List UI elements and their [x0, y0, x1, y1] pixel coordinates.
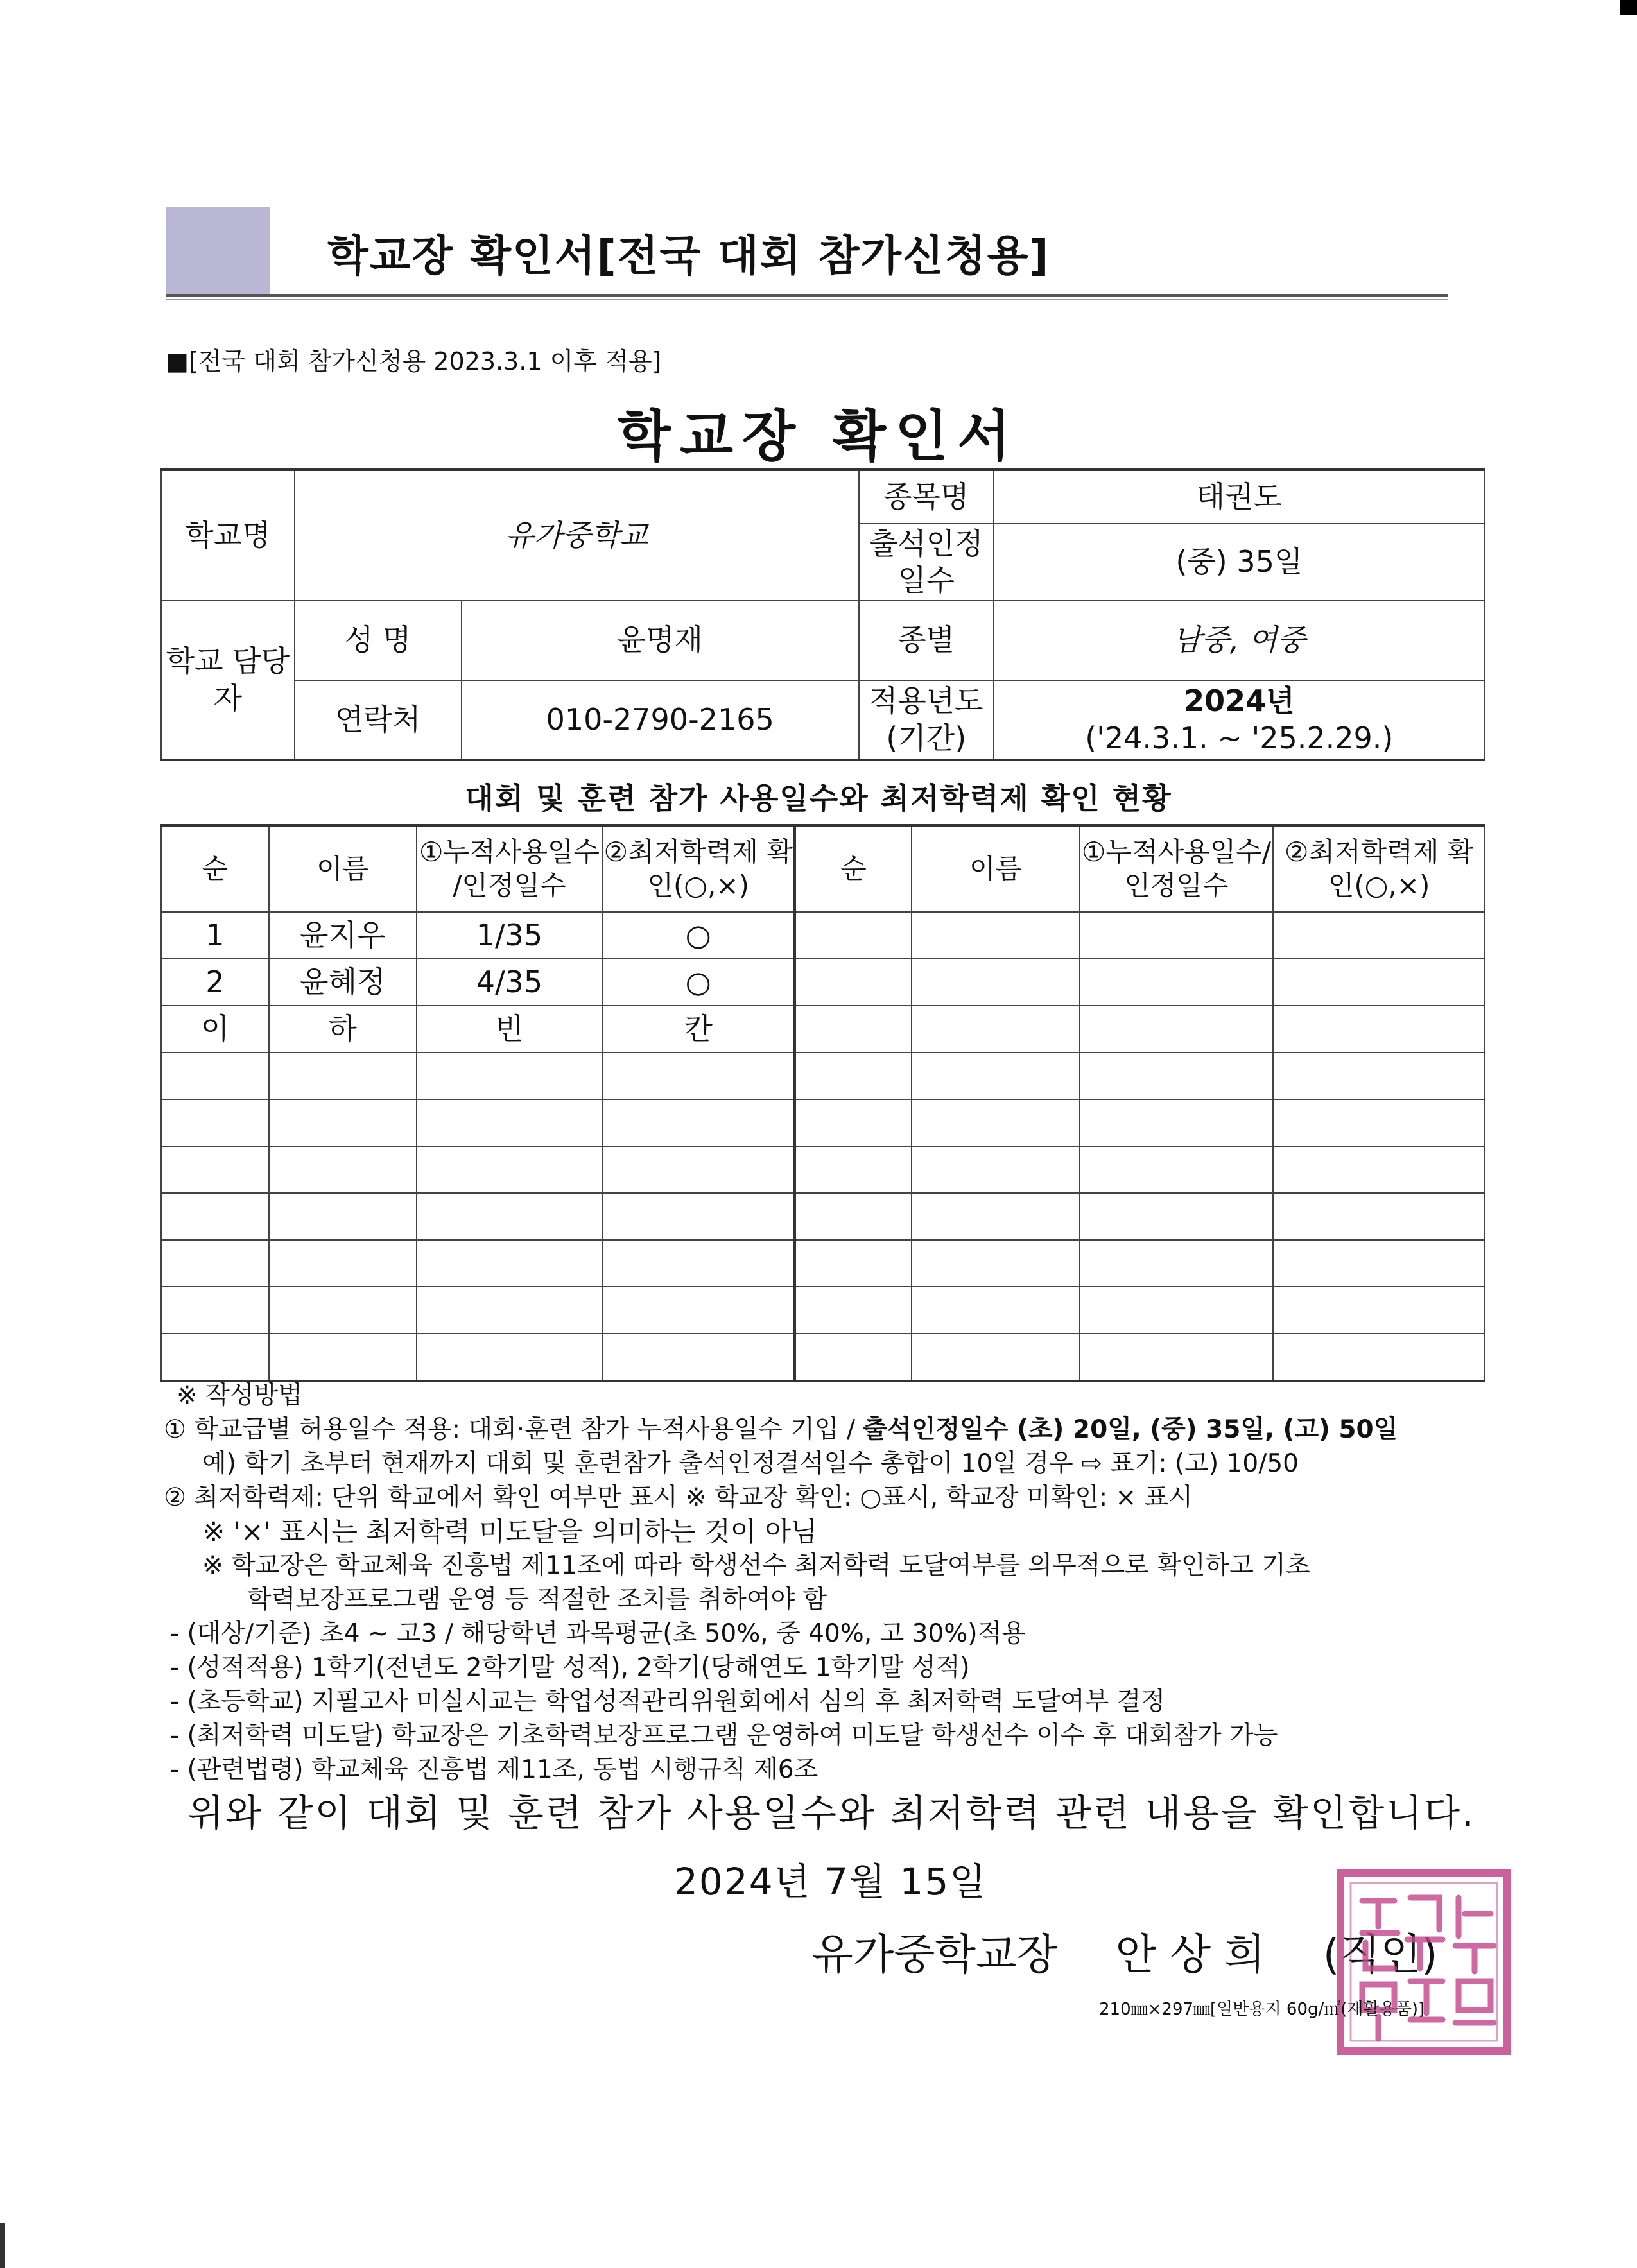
attendance-value: (중) 35일	[994, 524, 1485, 601]
row-name: 하	[269, 1006, 417, 1052]
official-seal-stamp	[1337, 1869, 1511, 2055]
note-2b: ※ 학교장은 학교체육 진흥법 제11조에 따라 학생선수 최저학력 도달여부를 의무적으로 확인하고 기초	[202, 1551, 1310, 1580]
row-check: 칸	[602, 1006, 795, 1052]
gender-value: 남중, 여중	[994, 601, 1485, 680]
table-row-empty	[161, 1240, 1485, 1287]
document-title: 학교장 확인서	[617, 404, 1020, 468]
table-row	[161, 912, 1485, 959]
issue-date: 2024년 7월 15일	[674, 1860, 987, 1903]
detail-1: - (대상/기준) 초4 ~ 고3 / 해당학년 과목평균(초 50%, 중 40%, 고 30%)적용	[170, 1619, 1026, 1648]
detail-3: - (초등학교) 지필고사 미실시교는 학업성적관리위원회에서 심의 후 최저학력 도달여부 결정	[170, 1687, 1166, 1716]
col-days: ①누적사용일수 /인정일수	[417, 825, 603, 912]
table-row-empty	[161, 1334, 1485, 1381]
paper-specification: 210㎜×297㎜[일반용지 60g/㎡(재활용품)]	[1099, 2000, 1425, 2019]
table-row	[161, 959, 1485, 1006]
row-days: 4/35	[417, 959, 603, 1006]
principal-title: 유가중학교장	[812, 1930, 1058, 1979]
col-no: 순	[161, 825, 269, 912]
col-name: 이름	[269, 825, 417, 912]
col-check: ②최저학력제 확인(○,×)	[602, 825, 795, 912]
title-decoration-block	[166, 207, 270, 296]
event-value: 태권도	[994, 470, 1485, 524]
year-value: 2024년	[1184, 683, 1295, 718]
year-cell	[994, 680, 1485, 760]
notes-title: ※ 작성방법	[177, 1381, 302, 1410]
scan-edge-mark	[1620, 0, 1637, 15]
table-row	[161, 1006, 1485, 1052]
row-check: ○	[602, 912, 795, 959]
title-rule-thin	[166, 299, 1448, 300]
period-value: ('24.3.1. ~ '25.2.29.)	[1085, 720, 1394, 755]
col-check-right: ②최저학력제 확인(○,×)	[1273, 825, 1485, 912]
col-no-right: 순	[795, 825, 912, 912]
title-rule	[166, 294, 1448, 297]
confirmation-statement: 위와 같이 대회 및 훈련 참가 사용일수와 최저학력 관련 내용을 확인합니다.	[187, 1791, 1476, 1835]
status-header-row	[161, 825, 1485, 912]
note-1-example: 예) 학기 초부터 현재까지 대회 및 훈련참가 출석인정결석일수 총합이 10일 경우 ⇨ 표기: (고) 10/50	[202, 1449, 1299, 1478]
year-label: 적용년도 (기간)	[859, 680, 994, 760]
gender-label: 종별	[859, 601, 994, 680]
row-check: ○	[602, 959, 795, 1006]
school-value: 유가중학교	[295, 470, 859, 601]
table-row-empty	[161, 1052, 1485, 1099]
writing-instructions	[164, 1379, 1525, 1787]
detail-5: - (관련법령) 학교체육 진흥법 제11조, 동법 시행규칙 제6조	[170, 1755, 818, 1784]
info-table	[160, 468, 1485, 761]
principal-name: 안 상 희	[1115, 1930, 1265, 1979]
school-label: 학교명	[161, 470, 295, 601]
row-no: 1	[161, 912, 269, 959]
row-no: 2	[161, 959, 269, 1006]
note-2: ② 최저학력제: 단위 학교에서 확인 여부만 표시 ※ 학교장 확인: ○표시, 학교장 미확인: × 표시	[164, 1483, 1193, 1512]
table-row-empty	[161, 1287, 1485, 1334]
col-name-right: 이름	[912, 825, 1080, 912]
event-label: 종목명	[859, 470, 994, 524]
detail-4: - (최저학력 미도달) 학교장은 기초학력보장프로그램 운영하여 미도달 학생선수 이수 후 대회참가 가능	[170, 1721, 1278, 1750]
row-name: 윤혜정	[269, 959, 417, 1006]
note-2c: 학력보장프로그램 운영 등 적절한 조치를 취하여야 함	[247, 1585, 827, 1614]
status-heading: 대회 및 훈련 참가 사용일수와 최저학력제 확인 현황	[465, 781, 1172, 816]
scan-edge-mark-bottom	[0, 2223, 5, 2268]
name-value: 윤명재	[462, 601, 859, 680]
note-2a: ※ '×' 표시는 최저학력 미도달을 의미하는 것이 아님	[202, 1516, 817, 1547]
seal-label: (직인)	[1322, 1930, 1438, 1979]
col-days-right: ①누적사용일수/ 인정일수	[1080, 825, 1274, 912]
form-subtitle: ■[전국 대회 참가신청용 2023.3.1 이후 적용]	[166, 347, 662, 375]
main-title: 학교장 확인서[전국 대회 참가신청용]	[327, 231, 1050, 280]
row-days: 빈	[417, 1006, 603, 1052]
table-row-empty	[161, 1193, 1485, 1240]
detail-2: - (성적적용) 1학기(전년도 2학기말 성적), 2학기(당해연도 1학기말 성적)	[170, 1653, 970, 1682]
attendance-label: 출석인정 일수	[859, 524, 994, 601]
row-no: 이	[161, 1006, 269, 1052]
table-row-empty	[161, 1146, 1485, 1193]
note-1: ① 학교급별 허용일수 적용: 대회·훈련 참가 누적사용일수 기입 / 출석인정일수 (초) 20일, (중) 35일, (고) 50일	[164, 1415, 1398, 1444]
contact-value: 010-2790-2165	[462, 680, 859, 760]
table-row-empty	[161, 1099, 1485, 1146]
status-table	[160, 824, 1485, 1382]
contact-label: 연락처	[295, 680, 462, 760]
name-label: 성 명	[295, 601, 462, 680]
row-days: 1/35	[417, 912, 603, 959]
row-name: 윤지우	[269, 912, 417, 959]
manager-label: 학교 담당자	[161, 601, 295, 760]
